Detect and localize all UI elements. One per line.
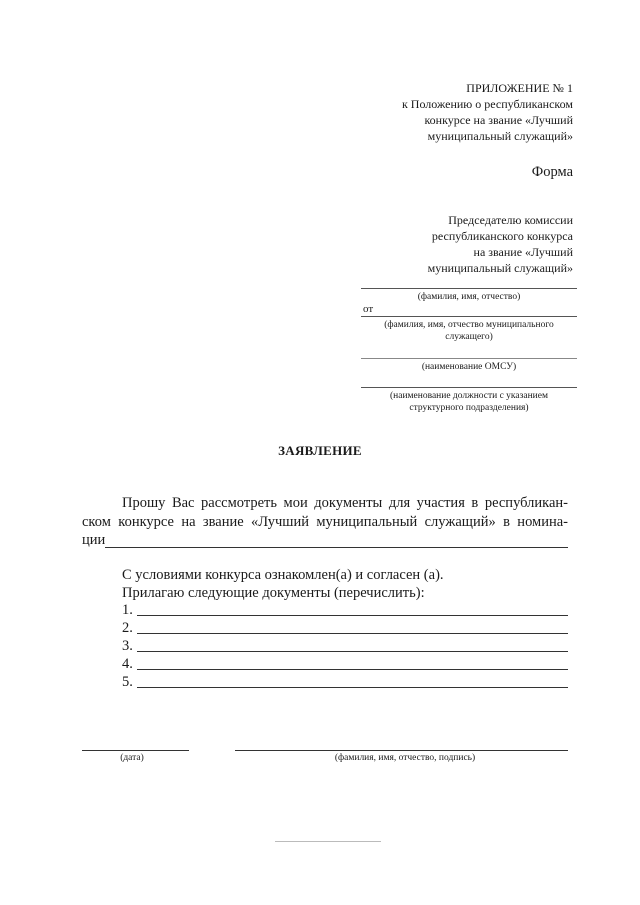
omsu-caption: (наименование ОМСУ) [421, 362, 517, 372]
appendix-number: ПРИЛОЖЕНИЕ № 1 [466, 81, 573, 95]
request-line-1: Прошу Вас рассмотреть мои документы для участия в республикан- [122, 495, 568, 511]
document-number: 4. [122, 656, 133, 672]
position-caption-line-1: (наименование должности с указанием [389, 391, 548, 401]
document-row [122, 601, 568, 619]
nomination-fill-line[interactable] [105, 533, 568, 548]
from-label: от [363, 303, 374, 315]
attachments-label: Прилагаю следующие документы (перечислить): [122, 585, 425, 601]
applicant-name-line[interactable] [361, 316, 577, 317]
document-fill-line[interactable] [137, 675, 568, 688]
document-fill-line[interactable] [137, 603, 568, 616]
nomination-row [82, 531, 568, 550]
document-fill-line[interactable] [137, 639, 568, 652]
document-fill-line[interactable] [137, 657, 568, 670]
conditions-statement: С условиями конкурса ознакомлен(а) и согласен (а). [122, 567, 444, 583]
addressee-line-1: Председателю комиссии [448, 213, 573, 227]
document-number: 5. [122, 674, 133, 690]
document-title: ЗАЯВЛЕНИЕ [278, 443, 362, 458]
chairman-name-line[interactable] [361, 288, 577, 289]
position-line[interactable] [361, 387, 577, 388]
appendix-reference [313, 80, 573, 144]
request-line-2: ском конкурсе на звание «Лучший муниципальный служащий» в номина- [82, 514, 568, 530]
date-line[interactable] [82, 750, 189, 751]
document-number: 1. [122, 602, 133, 618]
request-paragraph [82, 494, 568, 532]
document-row [122, 673, 568, 691]
form-label: Форма [531, 164, 573, 180]
signature-caption: (фамилия, имя, отчество, подпись) [334, 753, 476, 763]
document-fill-line[interactable] [137, 621, 568, 634]
position-caption-line-2: структурного подразделения) [409, 403, 529, 413]
document-number: 3. [122, 638, 133, 654]
date-caption: (дата) [120, 753, 144, 763]
position-caption [361, 390, 577, 414]
addressee-line-2: республиканского конкурса [431, 229, 573, 243]
footer-divider [275, 841, 381, 842]
appendix-line-4: муниципальный служащий» [427, 129, 573, 143]
nomination-label: ции [82, 532, 106, 548]
appendix-line-3: конкурсе на звание «Лучший [424, 113, 573, 127]
applicant-name-caption [361, 319, 577, 343]
appendix-line-2: к Положению о республиканском [401, 97, 573, 111]
addressee-line-3: на звание «Лучший [473, 245, 573, 259]
omsu-line[interactable] [361, 358, 577, 359]
addressee-line-4: муниципальный служащий» [427, 261, 573, 275]
signature-line[interactable] [235, 750, 568, 751]
addressee-block [333, 212, 573, 276]
document-number: 2. [122, 620, 133, 636]
applicant-caption-line-1: (фамилия, имя, отчество муниципального [384, 320, 554, 330]
chairman-name-caption: (фамилия, имя, отчество) [417, 292, 521, 302]
document-row [122, 655, 568, 673]
applicant-caption-line-2: служащего) [445, 332, 493, 342]
document-row [122, 637, 568, 655]
document-row [122, 619, 568, 637]
